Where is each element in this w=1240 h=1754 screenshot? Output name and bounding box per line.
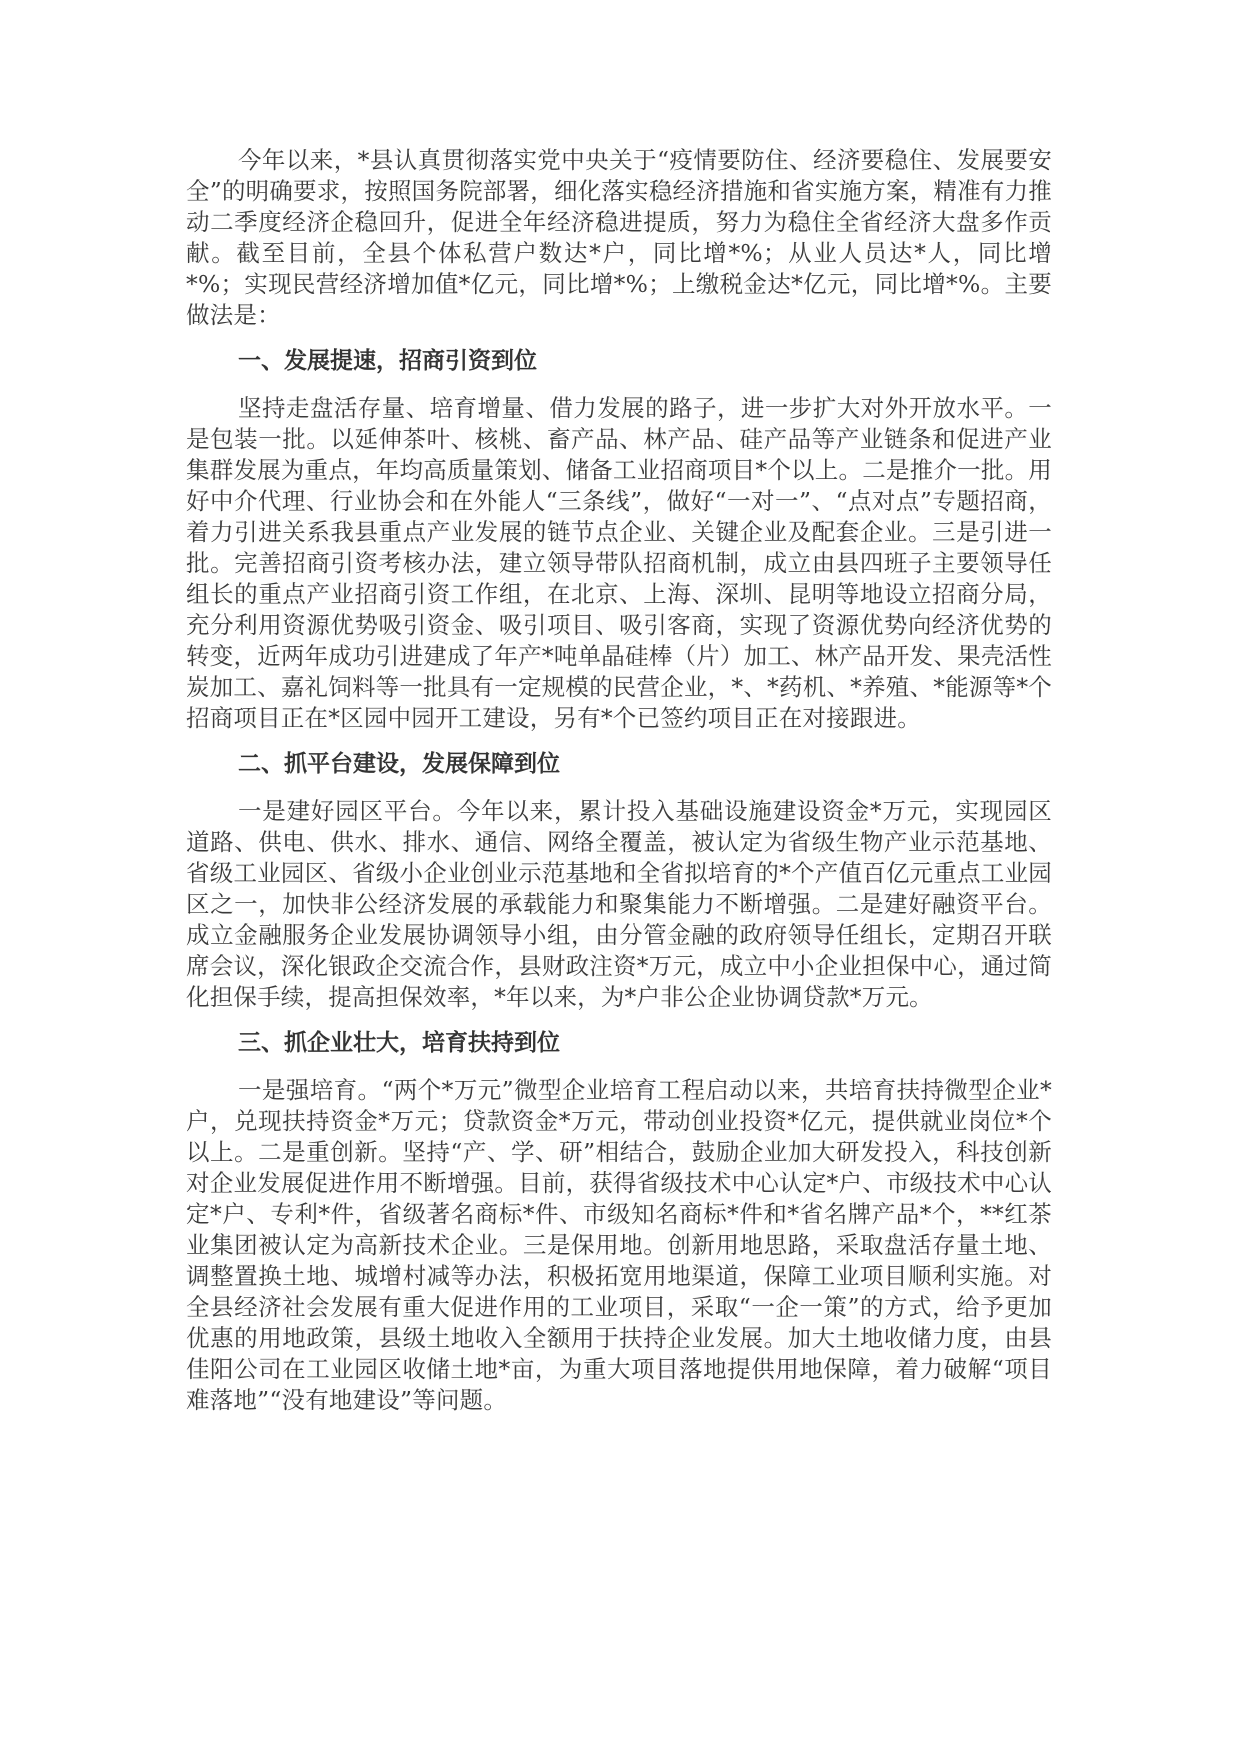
section-body-1: 坚持走盘活存量、培育增量、借力发展的路子，进一步扩大对外开放水平。一是包装一批。以延伸茶叶、核桃、畜产品、林产品、硅产品等产业链条和促进产业集群发展为重点，年均高质量策划、储备工业招商项目*个以上。二是推介一批。用好中介代理、行业协会和在外能人“三条线”，做好“一对一”、“点对点”专题招商，着力引进关系我县重点产业发展的链节点企业、关键企业及配套企业。三是引进一批。完善招商引资考核办法，建立领导带队招商机制，成立由县四班子主要领导任组长的重点产业招商引资工作组，在北京、上海、深圳、昆明等地设立招商分局，充分利用资源优势吸引资金、吸引项目、吸引客商，实现了资源优势向经济优势的转变，近两年成功引进建成了年产*吨单晶硅棒（片）加工、林产品开发、果壳活性炭加工、嘉礼饲料等一批具有一定规模的民营企业，*、*药机、*养殖、*能源等*个招商项目正在*区园中园开工建设，另有*个已签约项目正在对接跟进。 [186,394,1052,732]
section-body-3: 一是强培育。“两个*万元”微型企业培育工程启动以来，共培育扶持微型企业*户，兑现扶持资金*万元；贷款资金*万元，带动创业投资*亿元，提供就业岗位*个以上。二是重创新。坚持“产、学、研”相结合，鼓励企业加大研发投入，科技创新对企业发展促进作用不断增强。目前，获得省级技术中心认定*户、市级技术中心认定*户、专利*件，省级著名商标*件、市级知名商标*件和*省名牌产品*个，**红茶业集团被认定为高新技术企业。三是保用地。创新用地思路，采取盘活存量土地、调整置换土地、城增村减等办法，积极拓宽用地渠道，保障工业项目顺利实施。对全县经济社会发展有重大促进作用的工业项目，采取“一企一策”的方式，给予更加优惠的用地政策，县级土地收入全额用于扶持企业发展。加大土地收储力度，由县佳阳公司在工业园区收储土地*亩，为重大项目落地提供用地保障，着力破解“项目难落地”“没有地建设”等问题。 [186,1076,1052,1414]
section-body-2: 一是建好园区平台。今年以来，累计投入基础设施建设资金*万元，实现园区道路、供电、供水、排水、通信、网络全覆盖，被认定为省级生物产业示范基地、省级工业园区、省级小企业创业示范基地和全省拟培育的*个产值百亿元重点工业园区之一，加快非公经济发展的承载能力和聚集能力不断增强。二是建好融资平台。成立金融服务企业发展协调领导小组，由分管金融的政府领导任组长，定期召开联席会议，深化银政企交流合作，县财政注资*万元，成立中小企业担保中心，通过简化担保手续，提高担保效率，*年以来，为*户非公企业协调贷款*万元。 [186,797,1052,1011]
section-heading-3: 三、抓企业壮大，培育扶持到位 [238,1030,560,1056]
document-page [186,145,1052,1416]
section-heading-1: 一、发展提速，招商引资到位 [238,348,537,374]
intro-paragraph: 今年以来，*县认真贯彻落实党中央关于“疫情要防住、经济要稳住、发展要安全”的明确要求，按照国务院部署，细化落实稳经济措施和省实施方案，精准有力推动二季度经济企稳回升，促进全年经济稳进提质，努力为稳住全省经济大盘多作贡献。截至目前，全县个体私营户数达*户，同比增*%；从业人员达*人，同比增*%；实现民营经济增加值*亿元，同比增*%；上缴税金达*亿元，同比增*%。主要做法是： [186,146,1052,329]
section-heading-2: 二、抓平台建设，发展保障到位 [238,751,560,777]
